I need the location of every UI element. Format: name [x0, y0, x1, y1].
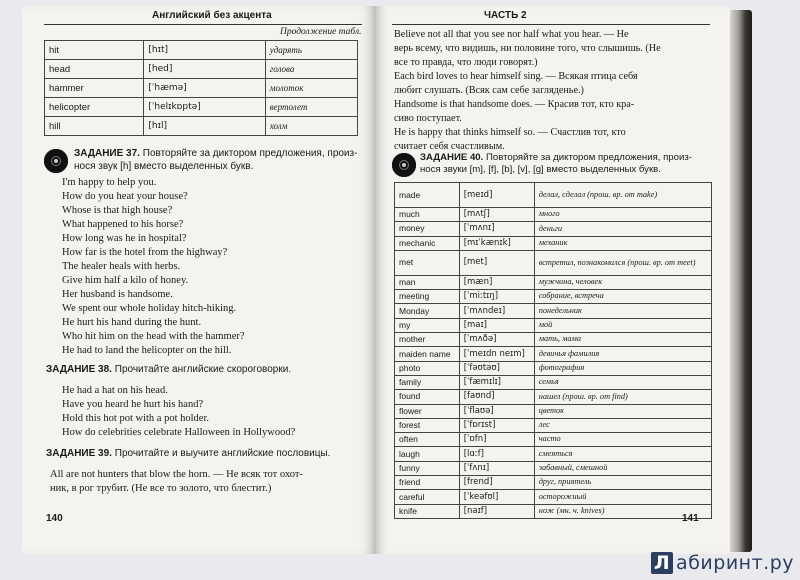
transcription-cell: [hed] [144, 60, 265, 79]
transcription-cell: [ˈfæmɪlɪ] [459, 375, 534, 389]
text-line: How far is the hotel from the highway? [62, 247, 228, 258]
word-cell: friend [395, 476, 460, 490]
word-cell: careful [395, 490, 460, 504]
text-line: все то правда, что люди говорят.) [394, 57, 538, 68]
word-cell: hammer [45, 79, 144, 98]
word-cell: mother [395, 333, 460, 347]
transcription-cell: [ˈflaʊə] [459, 404, 534, 418]
word-cell: made [395, 183, 460, 208]
table-body [395, 183, 712, 519]
audio-disk-icon [392, 153, 416, 177]
table-row [395, 461, 712, 475]
watermark-text: абиринт.ру [676, 552, 794, 574]
pronunciation-table [44, 40, 358, 136]
text-line: He had a hat on his head. [62, 385, 168, 396]
transcription-cell: [frend] [459, 476, 534, 490]
translation-cell: девичья фамилия [534, 347, 711, 361]
translation-cell: осторожный [534, 490, 711, 504]
header-rule [392, 24, 710, 25]
table-row [395, 236, 712, 250]
transcription-cell: [maɪ] [459, 318, 534, 332]
translation-cell: собрание, встреча [534, 290, 711, 304]
task-38-heading [46, 364, 291, 377]
translation-cell: нашел (прош. вр. от find) [534, 390, 711, 404]
table-row [395, 490, 712, 504]
audio-disk-icon [44, 149, 68, 173]
word-cell: forest [395, 418, 460, 432]
table-row [395, 304, 712, 318]
text-line: I'm happy to help you. [62, 177, 157, 188]
table-row [395, 347, 712, 361]
transcription-cell: [ˈmeɪdn neɪm] [459, 347, 534, 361]
transcription-cell: [hɪt] [144, 41, 265, 60]
transcription-cell: [ˈhelɪkɒptə] [144, 98, 265, 117]
table-row [395, 447, 712, 461]
translation-cell: встретил, познакомился (прош. вр. от meet) [534, 250, 711, 275]
transcription-cell: [met] [459, 250, 534, 275]
transcription-cell: [ˈfɒrɪst] [459, 418, 534, 432]
translation-cell: ударять [265, 41, 357, 60]
table-row [395, 222, 712, 236]
table-row [395, 390, 712, 404]
left-page [22, 6, 374, 554]
word-cell: hit [45, 41, 144, 60]
translation-cell: холм [265, 117, 357, 136]
text-line: ник, в рог трубит. (Не все то золото, что блестит.) [50, 483, 272, 494]
task-text: Прочитайте английские скороговорки. [114, 364, 292, 375]
table-row [395, 361, 712, 375]
translation-cell: фотография [534, 361, 711, 375]
word-cell: often [395, 433, 460, 447]
task-38-tongue-twisters [62, 384, 295, 440]
transcription-cell: [hɪl] [144, 117, 265, 136]
table-row [395, 418, 712, 432]
word-cell: funny [395, 461, 460, 475]
open-book [22, 6, 752, 554]
translation-cell: понедельник [534, 304, 711, 318]
text-line: Give him half a kilo of honey. [62, 275, 189, 286]
table-row [395, 290, 712, 304]
translation-cell: лес [534, 418, 711, 432]
translation-cell: цветок [534, 404, 711, 418]
transcription-cell: [mɪˈkænɪk] [459, 236, 534, 250]
text-line: Who hit him on the head with the hammer? [62, 331, 245, 342]
transcription-cell: [ˈmʌðə] [459, 333, 534, 347]
word-cell: hill [45, 117, 144, 136]
table-row [395, 375, 712, 389]
word-cell: found [395, 390, 460, 404]
transcription-cell: [lɑːf] [459, 447, 534, 461]
text-line: Believe not all that you see nor half what you hear. — Не [394, 29, 629, 40]
translation-cell: часто [534, 433, 711, 447]
transcription-cell: [ˈmiːtɪŋ] [459, 290, 534, 304]
running-head: Английский без акцента [152, 10, 272, 21]
task-40-heading [420, 152, 692, 176]
word-cell: laugh [395, 447, 460, 461]
task-label: ЗАДАНИЕ 39. [46, 448, 112, 459]
header-rule [44, 24, 362, 25]
translation-cell: делал, сделал (прош. вр. от make) [534, 183, 711, 208]
table-row [395, 433, 712, 447]
task-text: Повторяйте за диктором предложения, произ- [142, 148, 358, 159]
text-line: He is happy that thinks himself so. — Счастлив тот, кто [394, 127, 626, 138]
word-cell: flower [395, 404, 460, 418]
transcription-cell: [meɪd] [459, 183, 534, 208]
task-text: нося звук [h] вместо выделенных букв. [74, 160, 254, 172]
translation-cell: деньги [534, 222, 711, 236]
transcription-cell: [ˈkeəfʊl] [459, 490, 534, 504]
transcription-cell: [ˈhæmə] [144, 79, 265, 98]
word-cell: knife [395, 504, 460, 518]
right-page [374, 6, 730, 554]
translation-cell: голова [265, 60, 357, 79]
translation-cell: вертолет [265, 98, 357, 117]
word-cell: meeting [395, 290, 460, 304]
pronunciation-table [394, 182, 712, 519]
translation-cell: механик [534, 236, 711, 250]
text-line: Her husband is handsome. [62, 289, 173, 300]
transcription-cell: [ˈfəʊtəʊ] [459, 361, 534, 375]
proverb-lines [394, 28, 661, 154]
task-label: ЗАДАНИЕ 38. [46, 364, 112, 375]
transcription-cell: [mʌtʃ] [459, 208, 534, 222]
table-row [45, 60, 358, 79]
translation-cell: много [534, 208, 711, 222]
text-line: Each bird loves to hear himself sing. — Всякая птица себя [394, 71, 638, 82]
text-line: считает себя счастливым. [394, 141, 505, 152]
text-line: любит слушать. (Всяк сам себе загляденье.) [394, 85, 584, 96]
transcription-cell: [ˈɒfn] [459, 433, 534, 447]
text-line: He hurt his hand during the hunt. [62, 317, 202, 328]
word-cell: man [395, 275, 460, 289]
text-line: How do celebrities celebrate Halloween in Hollywood? [62, 427, 296, 438]
page-edges [730, 10, 752, 552]
table-body [45, 41, 358, 136]
proverb-lines [50, 468, 303, 496]
table-row [395, 275, 712, 289]
text-line: What happened to his horse? [62, 219, 184, 230]
running-head: ЧАСТЬ 2 [484, 10, 527, 21]
text-line: Whose is that high house? [62, 205, 173, 216]
text-line: We spent our whole holiday hitch-hiking. [62, 303, 237, 314]
word-cell: family [395, 375, 460, 389]
word-cell: helicopter [45, 98, 144, 117]
table-row [395, 404, 712, 418]
task-text: Повторяйте за диктором предложения, произ- [485, 152, 692, 163]
task-label: ЗАДАНИЕ 40. [420, 152, 484, 163]
text-line: Have you heard he hurt his hand? [62, 399, 204, 410]
table-row [395, 183, 712, 208]
text-line: The healer heals with herbs. [62, 261, 181, 272]
transcription-cell: [ˈmʌnɪ] [459, 222, 534, 236]
word-cell: maiden name [395, 347, 460, 361]
table-row [45, 79, 358, 98]
word-cell: my [395, 318, 460, 332]
task-39-heading [46, 448, 330, 461]
translation-cell: мужчина, человек [534, 275, 711, 289]
translation-cell: забавный, смешной [534, 461, 711, 475]
translation-cell: мать, мама [534, 333, 711, 347]
table-row [395, 504, 712, 518]
transcription-cell: [mæn] [459, 275, 534, 289]
word-cell: Monday [395, 304, 460, 318]
transcription-cell: [faʊnd] [459, 390, 534, 404]
watermark [651, 552, 794, 574]
translation-cell: друг, приятель [534, 476, 711, 490]
page-number: 140 [46, 513, 63, 524]
text-line: верь всему, что видишь, ни половине того, что слышишь. (Не [394, 43, 661, 54]
page-number: 141 [682, 513, 699, 524]
table-row [395, 208, 712, 222]
text-line: How do you heat your house? [62, 191, 188, 202]
text-line: Handsome is that handsome does. — Красив тот, кто кра- [394, 99, 635, 110]
word-cell: photo [395, 361, 460, 375]
translation-cell: семья [534, 375, 711, 389]
transcription-cell: [ˈmʌndeɪ] [459, 304, 534, 318]
table-row [395, 476, 712, 490]
task-label: ЗАДАНИЕ 37. [74, 148, 140, 159]
table-row [395, 318, 712, 332]
word-cell: met [395, 250, 460, 275]
translation-cell: молоток [265, 79, 357, 98]
word-cell: head [45, 60, 144, 79]
word-cell: much [395, 208, 460, 222]
text-line: Hold this hot pot with a pot holder. [62, 413, 209, 424]
text-line: He had to land the helicopter on the hill. [62, 345, 232, 356]
transcription-cell: [naɪf] [459, 504, 534, 518]
task-37-heading [74, 148, 357, 173]
table-row [45, 117, 358, 136]
table-row [45, 41, 358, 60]
text-line: How long was he in hospital? [62, 233, 187, 244]
task-text: Прочитайте и выучите английские пословицы. [114, 448, 331, 459]
translation-cell: нож (мн. ч. knives) [534, 504, 711, 518]
table-row [395, 250, 712, 275]
word-cell: money [395, 222, 460, 236]
continuation-note: Продолжение табл. [280, 27, 362, 37]
translation-cell: мой [534, 318, 711, 332]
text-line: сиво поступает. [394, 113, 462, 124]
word-cell: mechanic [395, 236, 460, 250]
translation-cell: смеяться [534, 447, 711, 461]
task-text: нося звуки [m], [f], [b], [v], [g] вместо выделенных букв. [420, 163, 661, 175]
transcription-cell: [ˈfʌnɪ] [459, 461, 534, 475]
table-row [45, 98, 358, 117]
text-line: All are not hunters that blow the horn. — Не всяк тот охот- [50, 469, 303, 480]
labirint-logo-icon: Л [651, 552, 673, 574]
task-37-sentences [62, 176, 245, 358]
table-row [395, 333, 712, 347]
